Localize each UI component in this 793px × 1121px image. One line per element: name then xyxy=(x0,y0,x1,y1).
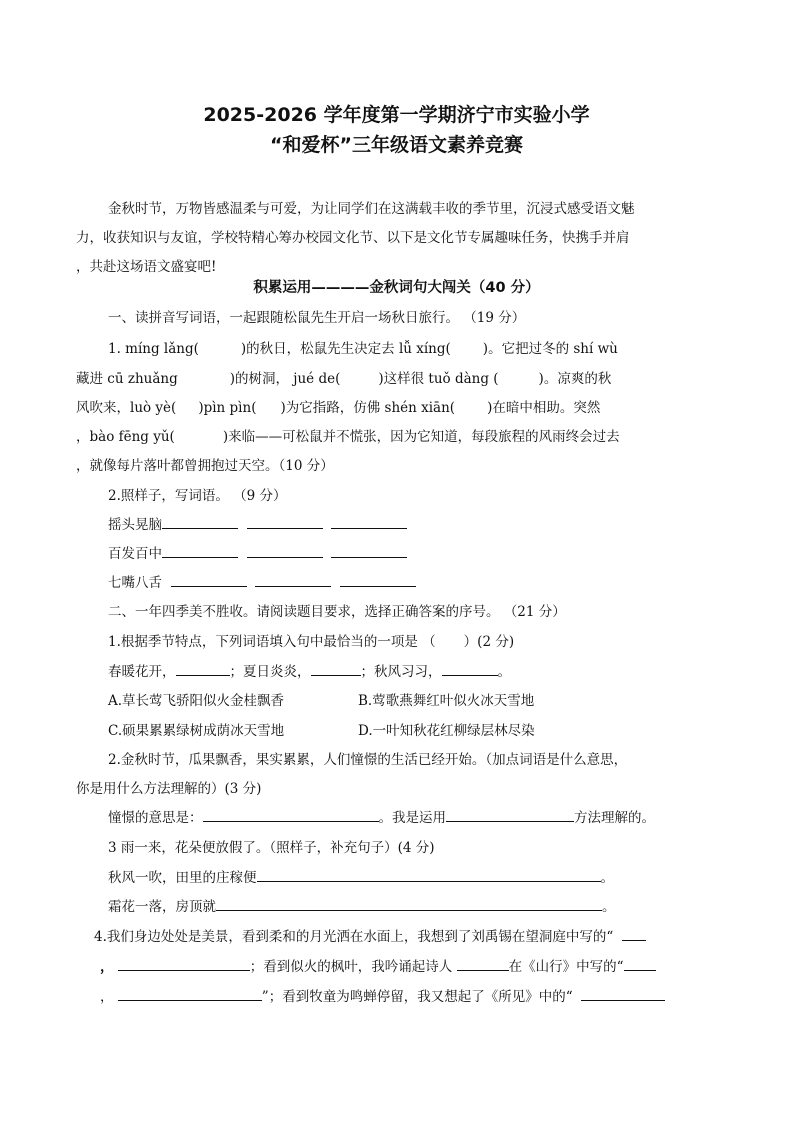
fill-sentence: 春暖花开， ；夏日炎炎， ；秋风习习， 。 xyxy=(108,660,511,680)
q2-row-2: 百发百中 xyxy=(108,542,407,562)
intro-line-1: 金秋时节，万物皆感温柔与可爱，为让同学们在这满载丰收的季节里，沉浸式感受语文魅 xyxy=(108,201,635,217)
option-b: B.莺歌燕舞红叶似火冰天雪地 xyxy=(358,693,535,709)
page-title-line2: “和爱杯”三年级语文素养竞赛 xyxy=(270,134,523,156)
q1-line-3: 风吹来，luò yè( )pìn pìn( )为它指路，仿佛 shén xiān( )在暗中相助。突然 xyxy=(76,400,601,416)
intro-line-2: 力，收获知识与友谊，学校特精心筹办校园文化节、以下是文化节专属趣味任务，快携手并肩 xyxy=(76,230,630,246)
q1-line-1: 1. míng lǎng( )的秋日，松鼠先生决定去 lǚ xíng( )。它把过冬的 shí wù xyxy=(108,341,618,357)
q2-row-3: 七嘴八舌 xyxy=(108,571,416,591)
q2-row-1: 摇头晃脑 xyxy=(108,513,407,533)
option-d: D.一叶知秋花红柳绿层林尽染 xyxy=(358,723,535,739)
q3-3-heading: 3 雨一来，花朵便放假了。（照样子，补充句子）(4 分) xyxy=(108,840,435,856)
q3-3-line-1: 秋风一吹，田里的庄稼便 。 xyxy=(108,866,614,886)
intro-line-3: ，共赴这场语文盛宴吧! xyxy=(76,259,217,275)
q1-line-5: ，就像每片落叶都曾拥抱过天空。（10 分） xyxy=(76,458,334,474)
choice-question-1: 1.根据季节特点，下列词语填入句中最恰当的一项是 （ ）(2 分) xyxy=(108,634,515,650)
q2-heading: 2.照样子，写词语。 （9 分） xyxy=(108,488,287,504)
q3-2-answer: 憧憬的意思是： 。我是运用 方法理解的。 xyxy=(108,806,655,826)
q3-3-line-2: 霜花一落，房顶就 。 xyxy=(108,895,616,915)
section-title: 积累运用————金秋词句大闯关（40 分） xyxy=(253,280,540,296)
q3-4-line-3: ， ”；看到牧童为鸣蝉停留，我又想起了《所见》中的“ xyxy=(100,985,665,1005)
q3-4-line-1: 4.我们身边处处是美景，看到柔和的月光洒在水面上，我想到了刘禹锡在望洞庭中写的“ xyxy=(94,925,646,945)
q1-line-4: ，bào fēng yǔ( )来临——可松鼠并不慌张，因为它知道，每段旅程的风雨终会过去 xyxy=(76,429,620,445)
part2-heading: 二、一年四季美不胜收。请阅读题目要求，选择正确答案的序号。 （21 分） xyxy=(108,604,566,620)
q3-2-line-1: 2.金秋时节，瓜果飘香，果实累累，人们憧憬的生活已经开始。（加点词语是什么意思， xyxy=(108,752,628,768)
q3-4-line-2: ， ；看到似火的枫叶，我吟诵起诗人 在《山行》中写的“ xyxy=(100,955,656,975)
q1-line-2: 藏进 cū zhuǎng )的树洞， jué de( )这样很 tuǒ dàng ( )。凉爽的秋 xyxy=(76,371,612,387)
option-a: A.草长莺飞骄阳似火金桂飘香 xyxy=(108,693,285,709)
option-c: C.硕果累累绿树成荫冰天雪地 xyxy=(108,723,285,739)
q3-2-line-2: 你是用什么方法理解的）(3 分) xyxy=(76,781,262,797)
q1-heading: 一、读拼音写词语，一起跟随松鼠先生开启一场秋日旅行。 （19 分） xyxy=(108,310,526,326)
page-title-line1: 2025-2026 学年度第一学期济宁市实验小学 xyxy=(203,104,590,126)
